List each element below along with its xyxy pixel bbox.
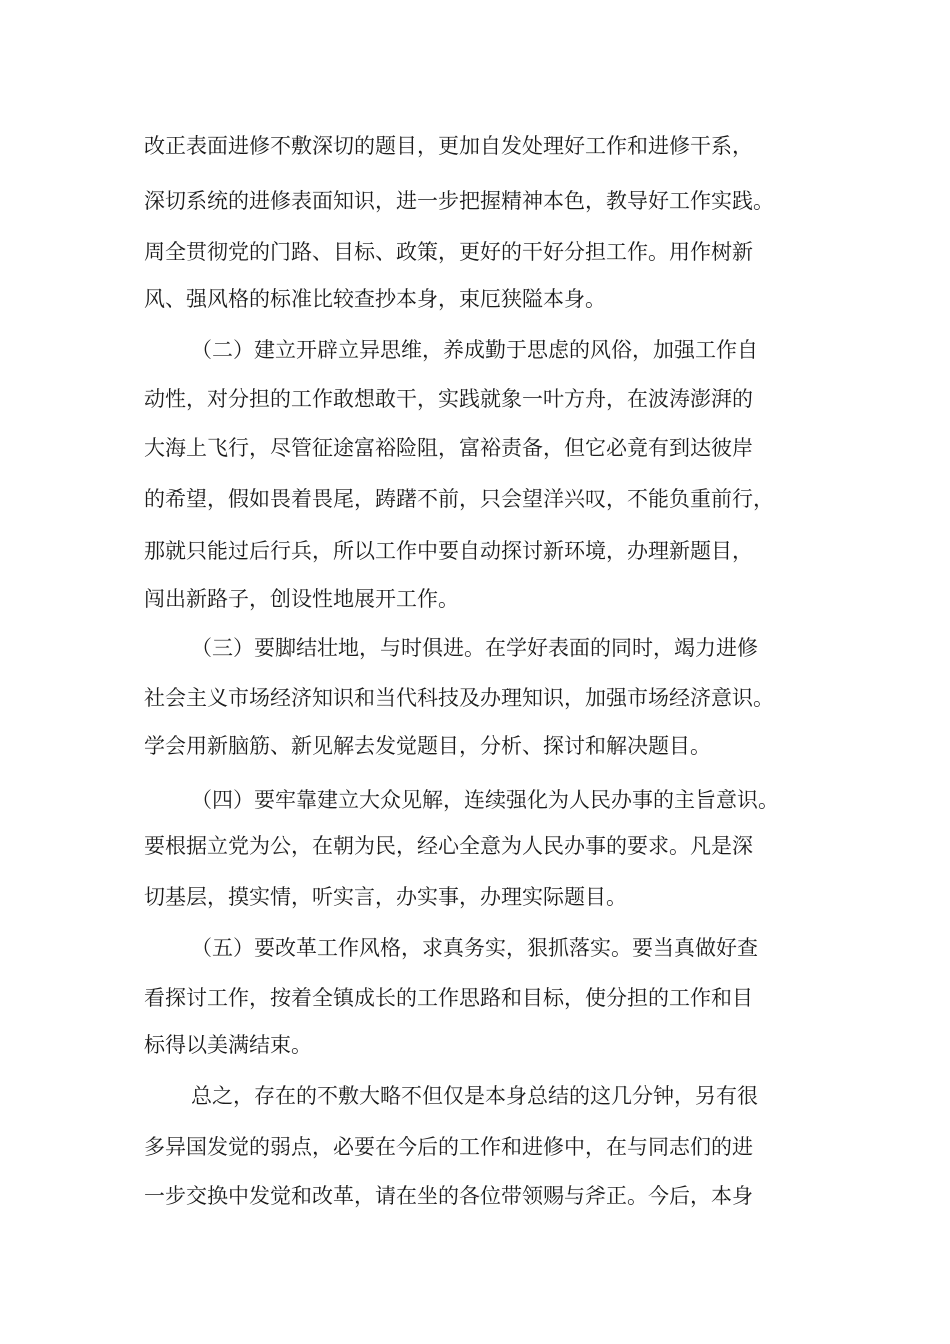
- text-line: 风、强风格的标准比较查抄本身，束厄狭隘本身。: [144, 287, 606, 311]
- text-line: 多异国发觉的弱点，必要在今后的工作和进修中，在与同志们的进: [144, 1135, 753, 1159]
- paragraph-5-start: （五）要改革工作风格，求真务实，狠抓落实。要当真做好查: [191, 936, 758, 960]
- paragraph-3-start: （三）要脚结壮地，与时俱进。在学好表面的同时，竭力进修: [191, 636, 758, 660]
- text-line: 那就只能过后行兵，所以工作中要自动探讨新环境，办理新题目，: [144, 539, 753, 563]
- text-line: 一步交换中发觉和改革，请在坐的各位带领赐与斧正。今后，本身: [144, 1184, 753, 1208]
- text-line: 看探讨工作，按着全镇成长的工作思路和目标，使分担的工作和目: [144, 986, 753, 1010]
- text-line: 要根据立党为公，在朝为民，经心全意为人民办事的要求。凡是深: [144, 834, 753, 858]
- text-line: 学会用新脑筋、新见解去发觉题目，分析、探讨和解决题目。: [144, 734, 711, 758]
- text-line: 标得以美满结束。: [144, 1033, 312, 1057]
- paragraph-6-start: 总之，存在的不敷大略不但仅是本身总结的这几分钟，另有很: [191, 1084, 758, 1108]
- text-line: 切基层，摸实情，听实言，办实事，办理实际题目。: [144, 885, 627, 909]
- paragraph-4-start: （四）要牢靠建立大众见解，连续强化为人民办事的主旨意识。: [191, 788, 779, 812]
- text-line: 社会主义市场经济知识和当代科技及办理知识，加强市场经济意识。: [144, 686, 774, 710]
- text-line: 闯出新路子，创设性地展开工作。: [144, 587, 459, 611]
- text-line: 深切系统的进修表面知识，进一步把握精神本色，教导好工作实践。: [144, 189, 774, 213]
- text-line: 动性，对分担的工作敢想敢干，实践就象一叶方舟，在波涛澎湃的: [144, 387, 753, 411]
- text-line: 大海上飞行，尽管征途富裕险阻，富裕责备，但它必竟有到达彼岸: [144, 436, 753, 460]
- text-line: 周全贯彻党的门路、目标、政策，更好的干好分担工作。用作树新: [144, 240, 753, 264]
- paragraph-2-start: （二）建立开辟立异思维，养成勤于思虑的风俗，加强工作自: [191, 338, 758, 362]
- text-line: 的希望，假如畏着畏尾，踌躇不前，只会望洋兴叹，不能负重前行，: [144, 487, 774, 511]
- text-line: 改正表面进修不敷深切的题目，更加自发处理好工作和进修干系，: [144, 134, 753, 158]
